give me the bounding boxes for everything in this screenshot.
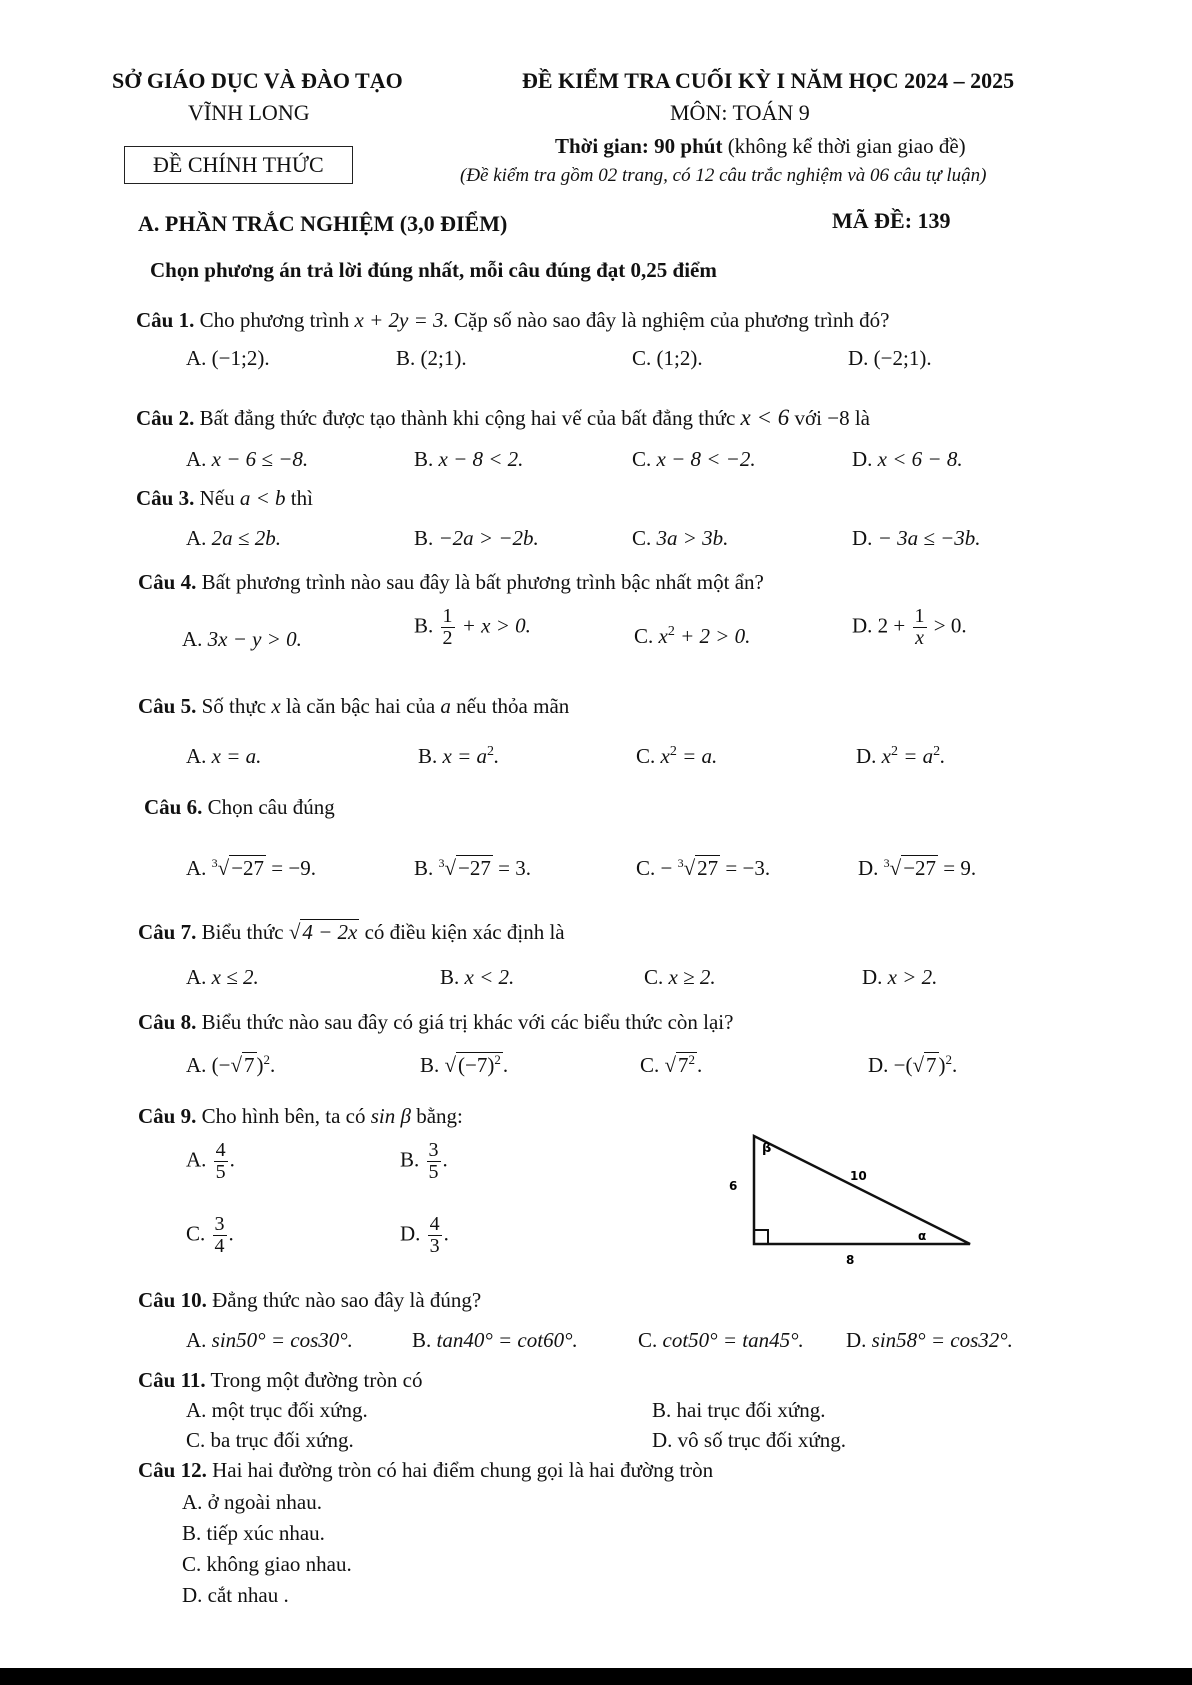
option-text: = −3.: [720, 856, 771, 880]
option-c[interactable]: C. $\frac{3}{4}$ .: [186, 1213, 234, 1257]
option-letter: C.: [632, 526, 652, 550]
option-letter: B.: [412, 1328, 432, 1352]
scan-bottom-edge: [0, 1668, 1192, 1685]
option-d[interactable]: D. vô số trục đối xứng.: [652, 1428, 846, 1452]
option-text: (1;2).: [656, 346, 703, 370]
option-a[interactable]: A. một trục đối xứng.: [186, 1398, 368, 1422]
question-12: [138, 1458, 713, 1483]
question-stem: Hai hai đường tròn có hai điểm chung gọi là hai đường tròn: [206, 1458, 714, 1482]
option-text: x − 6 ≤ −8.: [211, 447, 309, 471]
option-d[interactable]: D. $\frac{4}{3}$ .: [400, 1213, 449, 1257]
section-instruction: Chọn phương án trả lời đúng nhất, mỗi câu đúng đạt 0,25 điểm: [150, 258, 717, 282]
radicand-base: (−7): [458, 1053, 495, 1077]
question-stem: Trong một đường tròn có: [205, 1368, 423, 1392]
question-7: Câu 7. Biểu thức √4 − 2x có điều kiện xác định là: [138, 920, 565, 944]
option-text: − 3a ≤ −3b.: [877, 526, 981, 550]
right-angle-marker: [754, 1230, 768, 1244]
exam-time-rest: (không kể thời gian giao đề): [722, 134, 966, 158]
radicand: −27: [903, 856, 937, 880]
fraction-denominator: 5: [215, 1161, 226, 1183]
option-a[interactable]: [186, 526, 281, 551]
option-b[interactable]: [414, 447, 523, 472]
side-bottom-label: 8: [846, 1253, 855, 1267]
math-variable: a: [440, 694, 451, 718]
option-text: = −9.: [266, 856, 316, 880]
option-letter: B.: [396, 346, 416, 370]
question-label: Câu 7.: [138, 920, 197, 944]
option-text: x: [658, 624, 668, 648]
radicand: 7: [926, 1053, 937, 1077]
option-letter: C.: [632, 346, 652, 370]
right-triangle: [754, 1136, 970, 1244]
fraction-numerator: 3: [428, 1139, 439, 1161]
question-8: [138, 1010, 733, 1035]
option-letter: C.: [640, 1053, 660, 1077]
option-letter: B.: [414, 856, 434, 880]
option-text: sin50° = cos30°.: [211, 1328, 353, 1352]
root-index: 3: [883, 856, 890, 870]
math-variable: x: [271, 694, 281, 718]
radicand: [676, 1052, 697, 1077]
option-text: ): [938, 1053, 946, 1077]
radicand-base: 7: [678, 1053, 689, 1077]
option-letter: D.: [852, 447, 873, 471]
option-a[interactable]: A. $(-√7)^2$.: [186, 1052, 276, 1077]
option-text: x: [881, 744, 891, 768]
question-stem: Bất phương trình nào sau đây là bất phương trình bậc nhất một ẩn?: [196, 570, 764, 594]
triangle-figure: [720, 1130, 980, 1270]
option-b[interactable]: B. $^3$√−27 = 3.: [414, 856, 531, 880]
option-b[interactable]: [414, 606, 531, 649]
question-label: Câu 3.: [136, 486, 195, 510]
option-text: x = a.: [211, 744, 262, 768]
option-text: 2a ≤ 2b.: [211, 526, 281, 550]
option-c[interactable]: [636, 744, 717, 769]
option-letter: C.: [636, 744, 656, 768]
option-letter: B.: [418, 744, 438, 768]
exponent: 2: [494, 1052, 501, 1067]
exam-subject: MÔN: TOÁN 9: [670, 100, 810, 125]
option-text: .: [270, 1053, 276, 1077]
option-a[interactable]: [186, 965, 259, 990]
option-b[interactable]: B. tiếp xúc nhau.: [182, 1521, 325, 1545]
question-stem: Chọn câu đúng: [202, 795, 335, 819]
question-3: [136, 486, 313, 511]
option-c[interactable]: [638, 1328, 804, 1353]
exam-time: [555, 134, 966, 159]
math-expression: x + 2y = 3.: [354, 308, 449, 332]
exponent: 2: [933, 744, 941, 759]
question-4: [138, 570, 764, 595]
exponent: 2: [669, 744, 677, 759]
question-9: [138, 1104, 463, 1129]
option-c[interactable]: C. ba trục đối xứng.: [186, 1428, 354, 1452]
option-text: + x > 0.: [456, 613, 531, 638]
question-1: [136, 308, 889, 333]
fraction-denominator: 2: [442, 627, 453, 649]
math-expression: sin β: [370, 1104, 411, 1128]
option-text: 2 +: [877, 613, 911, 638]
official-label: ĐỀ CHÍNH THỨC: [124, 146, 353, 184]
department-line-2: VĨNH LONG: [188, 100, 310, 125]
question-stem: Cho hình bên, ta có: [196, 1104, 371, 1128]
option-a[interactable]: [186, 1328, 353, 1353]
fraction: [214, 1140, 228, 1183]
question-label: Câu 10.: [138, 1288, 207, 1312]
fraction-numerator: 3: [214, 1213, 225, 1235]
option-d[interactable]: D. $^3$√−27 = 9.: [858, 856, 977, 880]
exam-time-bold: Thời gian: 90 phút: [555, 134, 723, 158]
option-b[interactable]: [440, 965, 514, 990]
question-10: [138, 1288, 481, 1313]
question-label: Câu 9.: [138, 1104, 197, 1128]
option-letter: C.: [638, 1328, 658, 1352]
option-text: (−2;1).: [873, 346, 932, 370]
option-d[interactable]: [852, 447, 963, 472]
question-label: Câu 6.: [144, 795, 203, 819]
option-a[interactable]: [182, 627, 302, 652]
question-label: Câu 8.: [138, 1010, 197, 1034]
option-c[interactable]: C. không giao nhau.: [182, 1552, 352, 1576]
side-hypotenuse-label: 10: [850, 1169, 867, 1183]
question-label: Câu 12.: [138, 1458, 207, 1482]
option-letter: D.: [868, 1053, 889, 1077]
fraction: [428, 1214, 442, 1257]
option-a[interactable]: A. $\frac{4}{5}$ .: [186, 1139, 235, 1183]
option-text: x < 6 − 8.: [877, 447, 963, 471]
option-text: cot50° = tan45°.: [662, 1328, 804, 1352]
option-text: .: [502, 1053, 509, 1077]
option-letter: A.: [186, 965, 207, 989]
question-stem: Biểu thức: [196, 920, 289, 944]
option-text: = 3.: [492, 856, 531, 880]
option-d[interactable]: D. $-(√7)^2$.: [868, 1052, 958, 1077]
question-stem: bằng:: [410, 1104, 463, 1128]
option-text: tan40° = cot60°.: [436, 1328, 578, 1352]
option-text: sin58° = cos32°.: [871, 1328, 1013, 1352]
option-letter: B.: [414, 526, 434, 550]
exam-code: MÃ ĐỀ: 139: [832, 208, 951, 233]
option-a[interactable]: [186, 447, 308, 472]
question-stem: Đẳng thức nào sao đây là đúng?: [206, 1288, 482, 1312]
exam-title: ĐỀ KIỂM TRA CUỐI KỲ I NĂM HỌC 2024 – 2025: [522, 68, 1015, 93]
option-text: = a.: [676, 744, 718, 768]
option-c[interactable]: [644, 965, 716, 990]
option-text: 3x − y > 0.: [207, 627, 302, 651]
option-letter: C.: [644, 965, 664, 989]
option-text: + 2 > 0.: [674, 624, 751, 648]
fraction-denominator: x: [915, 627, 924, 649]
fraction: [441, 606, 455, 649]
root-index: 3: [438, 856, 445, 870]
question-11: [138, 1368, 422, 1393]
option-text: ): [256, 1053, 264, 1077]
exponent: 2: [945, 1052, 953, 1067]
radicand: −27: [231, 856, 265, 880]
option-text: .: [940, 744, 946, 768]
department-line-1: SỞ GIÁO DỤC VÀ ĐÀO TẠO: [112, 68, 403, 93]
option-text: −2a > −2b.: [438, 526, 539, 550]
question-stem: Số thực: [196, 694, 272, 718]
exponent: 2: [688, 1052, 696, 1067]
option-text: .: [494, 744, 500, 768]
fraction-numerator: 1: [442, 605, 453, 627]
option-letter: D.: [858, 856, 879, 880]
option-a[interactable]: A. $^3$√−27 = −9.: [186, 856, 316, 880]
fraction: [213, 1214, 227, 1257]
question-label: Câu 2.: [136, 406, 195, 430]
option-letter: A.: [186, 1147, 207, 1172]
option-text: x ≤ 2.: [211, 965, 259, 989]
fraction-numerator: 1: [914, 605, 925, 627]
option-d[interactable]: [856, 744, 945, 769]
fraction-numerator: 4: [429, 1213, 440, 1235]
option-b[interactable]: [418, 744, 499, 769]
fraction-denominator: 3: [429, 1235, 440, 1257]
root-index: 3: [211, 856, 218, 870]
option-letter: A.: [186, 1053, 207, 1077]
option-text: x: [660, 744, 670, 768]
option-d[interactable]: [846, 1328, 1013, 1353]
angle-beta-label: β: [762, 1141, 772, 1156]
question-stem: Biểu thức nào sau đây có giá trị khác với các biểu thức còn lại?: [196, 1010, 734, 1034]
option-letter: B.: [420, 1053, 440, 1077]
option-letter: B.: [414, 613, 434, 638]
option-a[interactable]: A. ở ngoài nhau.: [182, 1490, 322, 1514]
option-b[interactable]: [396, 346, 467, 371]
option-b[interactable]: B. $√(-7)^2$.: [420, 1052, 509, 1077]
question-stem: Nếu: [194, 486, 240, 510]
option-text: (−1;2).: [211, 346, 270, 370]
fraction: [427, 1140, 441, 1183]
option-letter: C.: [636, 856, 656, 880]
option-text: > 0.: [928, 613, 967, 638]
question-stem: Bất đẳng thức được tạo thành khi cộng hai vế của bất đẳng thức: [194, 406, 741, 430]
option-letter: A.: [182, 627, 203, 651]
option-d[interactable]: [862, 965, 937, 990]
option-letter: D.: [852, 613, 873, 638]
option-text: x ≥ 2.: [668, 965, 716, 989]
question-stem: có điều kiện xác định là: [359, 920, 565, 944]
option-text: .: [697, 1053, 703, 1077]
option-letter: B.: [414, 447, 434, 471]
radicand: 4 − 2x: [302, 920, 358, 944]
option-c[interactable]: C. − $^3$√27 = −3.: [636, 856, 771, 880]
fraction-denominator: 5: [428, 1161, 439, 1183]
option-text: 3a > 3b.: [656, 526, 729, 550]
option-b[interactable]: [414, 526, 539, 551]
option-c[interactable]: [632, 346, 703, 371]
question-2: [136, 405, 870, 431]
question-stem: thì: [285, 486, 313, 510]
option-letter: A.: [186, 447, 207, 471]
question-stem: Cặp số nào sao đây là nghiệm của phương trình đó?: [448, 308, 890, 332]
option-d[interactable]: [848, 346, 932, 371]
option-text: (2;1).: [420, 346, 467, 370]
question-stem: là căn bậc hai của: [280, 694, 441, 718]
option-b[interactable]: B. hai trục đối xứng.: [652, 1398, 826, 1422]
option-d[interactable]: [852, 526, 981, 551]
option-letter: D.: [846, 1328, 867, 1352]
radicand: [456, 1052, 503, 1077]
option-letter: D.: [856, 744, 877, 768]
math-expression: x < 6: [740, 405, 790, 430]
option-text: x − 8 < 2.: [438, 447, 524, 471]
question-stem: Cho phương trình: [194, 308, 355, 332]
option-letter: B.: [400, 1147, 420, 1172]
option-text: = a: [898, 744, 934, 768]
section-title: A. PHẦN TRẮC NGHIỆM (3,0 ĐIỂM): [138, 211, 508, 236]
option-letter: A.: [186, 744, 207, 768]
radicand: 7: [244, 1053, 255, 1077]
option-a[interactable]: [186, 346, 270, 371]
option-a[interactable]: [186, 744, 261, 769]
option-letter: D.: [848, 346, 869, 370]
question-5: [138, 694, 569, 719]
option-text: (−: [211, 1053, 231, 1077]
radicand: 27: [697, 856, 719, 880]
option-letter: A.: [186, 1328, 207, 1352]
option-c[interactable]: [632, 447, 756, 472]
option-letter: B.: [440, 965, 460, 989]
question-label: Câu 1.: [136, 308, 195, 332]
question-label: Câu 5.: [138, 694, 197, 718]
fraction-numerator: 4: [215, 1139, 226, 1161]
option-letter: A.: [186, 346, 207, 370]
exponent: 2: [263, 1052, 271, 1067]
exponent: 2: [891, 744, 898, 759]
question-label: Câu 11.: [138, 1368, 206, 1392]
option-c[interactable]: C. $√7^2$.: [640, 1052, 703, 1077]
option-text: −: [660, 856, 678, 880]
option-text: = 9.: [938, 856, 977, 880]
option-letter: D.: [852, 526, 873, 550]
option-letter: D.: [400, 1221, 421, 1246]
option-letter: C.: [634, 624, 654, 648]
radicand: −27: [458, 856, 491, 880]
option-text: x > 2.: [887, 965, 938, 989]
root-index: 3: [677, 856, 684, 870]
exam-note: (Đề kiểm tra gồm 02 trang, có 12 câu trắc nghiệm và 06 câu tự luận): [460, 165, 987, 186]
exponent: 2: [667, 624, 675, 639]
side-left-label: 6: [729, 1179, 738, 1193]
question-stem: nếu thỏa mãn: [450, 694, 570, 718]
option-text: −(: [893, 1053, 913, 1077]
option-text: x < 2.: [464, 965, 515, 989]
option-letter: C.: [186, 1221, 206, 1246]
option-d[interactable]: D. cắt nhau .: [182, 1583, 289, 1607]
option-d[interactable]: [852, 606, 967, 649]
exponent: 2: [487, 744, 495, 759]
option-c[interactable]: [632, 526, 728, 551]
fraction: [913, 606, 927, 649]
option-letter: A.: [186, 856, 207, 880]
option-text: x − 8 < −2.: [656, 447, 756, 471]
angle-alpha-label: α: [918, 1229, 927, 1243]
option-text: x = a: [442, 744, 488, 768]
math-expression: a < b: [239, 486, 286, 510]
fraction-denominator: 4: [214, 1235, 225, 1257]
question-label: Câu 4.: [138, 570, 197, 594]
option-letter: A.: [186, 526, 207, 550]
question-6: [144, 795, 335, 820]
option-b[interactable]: [412, 1328, 578, 1353]
option-b[interactable]: B. $\frac{3}{5}$ .: [400, 1139, 448, 1183]
option-letter: D.: [862, 965, 883, 989]
question-stem: với −8 là: [789, 406, 870, 430]
option-text: .: [952, 1053, 958, 1077]
option-letter: C.: [632, 447, 652, 471]
option-c[interactable]: [634, 624, 750, 649]
